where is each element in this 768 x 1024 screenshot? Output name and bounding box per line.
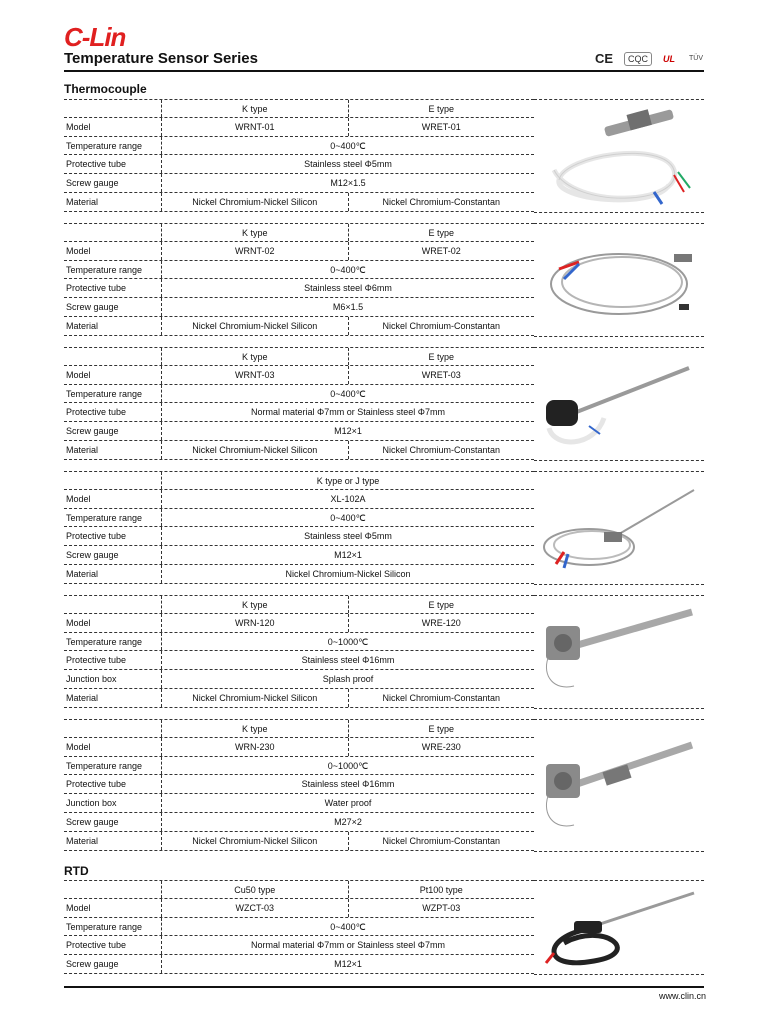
spec-row-temperature-range — [64, 261, 534, 280]
spec-row-screw-gauge — [64, 174, 534, 193]
spec-value: Nickel Chromium-Nickel Silicon — [162, 193, 349, 211]
product-block — [64, 471, 704, 585]
thermocouple-wrn-230-photo — [534, 719, 704, 852]
spec-table — [64, 471, 534, 584]
brand-logo: C-Lin — [64, 22, 126, 52]
spec-row-temperature-range — [64, 137, 534, 156]
spec-value: WRET-02 — [421, 245, 461, 256]
spec-row-junction-box — [64, 670, 534, 689]
spec-row-model — [64, 899, 534, 918]
section-title-thermocouple: Thermocouple — [64, 82, 147, 96]
spec-value: Nickel Chromium-Nickel Silicon — [162, 317, 349, 335]
spec-value: 0~400℃ — [330, 921, 366, 932]
spec-value: WRN-120 — [162, 614, 349, 632]
spec-label: Protective tube — [64, 279, 162, 297]
spec-label — [64, 596, 162, 613]
spec-label: Temperature range — [64, 757, 162, 775]
section-title-rtd: RTD — [64, 864, 89, 878]
spec-value: E type — [428, 724, 454, 734]
thermocouple-wrnt-01-photo — [534, 99, 704, 213]
spec-value: Nickel Chromium-Constantan — [382, 692, 501, 703]
spec-value: Nickel Chromium-Constantan — [382, 835, 501, 846]
spec-row-temperature-range — [64, 633, 534, 652]
spec-value: WRNT-01 — [162, 118, 349, 136]
rtd-wzct-03-photo — [534, 880, 704, 975]
spec-value: 0~400℃ — [330, 140, 366, 151]
spec-value: Stainless steel Φ16mm — [301, 779, 395, 790]
tuv-mark-icon: TÜV — [689, 55, 703, 62]
spec-row-material — [64, 689, 534, 708]
spec-label: Model — [64, 738, 162, 756]
spec-value: Nickel Chromium-Constantan — [382, 196, 501, 207]
spec-row-model — [64, 366, 534, 385]
spec-label — [64, 472, 162, 489]
spec-value: 0~400℃ — [330, 388, 366, 399]
spec-value: E type — [428, 352, 454, 362]
spec-label: Protective tube — [64, 651, 162, 669]
spec-value: Pt100 type — [419, 885, 463, 895]
spec-value: Stainless steel Φ16mm — [301, 655, 395, 666]
spec-value: Nickel Chromium-Constantan — [382, 444, 501, 455]
spec-label: Model — [64, 118, 162, 136]
spec-value: E type — [428, 228, 454, 238]
spec-label: Model — [64, 242, 162, 260]
spec-label: Temperature range — [64, 385, 162, 403]
spec-label: Material — [64, 317, 162, 335]
spec-header-row — [64, 99, 534, 118]
spec-value: Nickel Chromium-Nickel Silicon — [285, 568, 411, 579]
sensor-photo-icon — [534, 596, 704, 708]
spec-label: Model — [64, 614, 162, 632]
spec-label: Screw gauge — [64, 546, 162, 564]
spec-value: Normal material Φ7mm or Stainless steel Φ7mm — [251, 407, 445, 418]
spec-row-model — [64, 242, 534, 261]
spec-row-material — [64, 832, 534, 851]
spec-row-protective-tube — [64, 403, 534, 422]
spec-label: Material — [64, 193, 162, 211]
spec-row-temperature-range — [64, 509, 534, 528]
spec-header-row — [64, 347, 534, 366]
spec-value: Stainless steel Φ5mm — [304, 159, 392, 170]
spec-table — [64, 347, 534, 460]
spec-label: Model — [64, 490, 162, 508]
spec-label: Temperature range — [64, 633, 162, 651]
spec-value: 0~400℃ — [330, 264, 366, 275]
product-block — [64, 595, 704, 709]
sensor-photo-icon — [534, 881, 704, 974]
spec-label — [64, 881, 162, 898]
footer-divider — [64, 986, 704, 988]
spec-value: WRNT-03 — [162, 366, 349, 384]
spec-value: WRE-120 — [421, 617, 461, 628]
spec-value: M12×1 — [334, 959, 362, 970]
spec-value: K type — [162, 224, 349, 241]
spec-label: Protective tube — [64, 775, 162, 793]
spec-label: Protective tube — [64, 936, 162, 954]
spec-header-row — [64, 880, 534, 899]
spec-label — [64, 100, 162, 117]
sensor-photo-icon — [534, 224, 704, 336]
sensor-photo-icon — [534, 348, 704, 460]
spec-row-model — [64, 118, 534, 137]
ul-mark-icon: UL — [663, 54, 675, 64]
spec-label: Model — [64, 366, 162, 384]
spec-label: Temperature range — [64, 137, 162, 155]
thermocouple-wrn-120-photo — [534, 595, 704, 709]
spec-value: K type or J type — [316, 476, 380, 486]
spec-value: Nickel Chromium-Nickel Silicon — [162, 689, 349, 707]
spec-row-screw-gauge — [64, 813, 534, 832]
spec-label: Temperature range — [64, 918, 162, 936]
spec-value: E type — [428, 104, 454, 114]
sensor-photo-icon — [534, 472, 704, 584]
spec-label: Temperature range — [64, 509, 162, 527]
spec-value: K type — [162, 720, 349, 737]
spec-value: Stainless steel Φ5mm — [304, 531, 392, 542]
product-block — [64, 223, 704, 337]
spec-value: M12×1.5 — [330, 178, 366, 189]
spec-value: WZCT-03 — [162, 899, 349, 917]
thermocouple-wrnt-03-photo — [534, 347, 704, 461]
spec-value: WRN-230 — [162, 738, 349, 756]
spec-header-row — [64, 223, 534, 242]
website-url: www.clin.cn — [658, 991, 706, 1001]
spec-label — [64, 720, 162, 737]
spec-row-screw-gauge — [64, 955, 534, 974]
spec-label: Material — [64, 689, 162, 707]
product-block — [64, 880, 704, 975]
spec-value: 0~1000℃ — [327, 760, 369, 771]
spec-row-protective-tube — [64, 279, 534, 298]
spec-row-screw-gauge — [64, 546, 534, 565]
spec-value: M12×1 — [334, 550, 362, 561]
spec-header-row — [64, 719, 534, 738]
spec-label: Screw gauge — [64, 298, 162, 316]
spec-table — [64, 595, 534, 708]
spec-label: Material — [64, 441, 162, 459]
spec-row-material — [64, 317, 534, 336]
spec-row-screw-gauge — [64, 298, 534, 317]
spec-value: WRET-03 — [421, 369, 461, 380]
spec-label: Junction box — [64, 794, 162, 812]
spec-value: 0~1000℃ — [327, 636, 369, 647]
spec-value: M6×1.5 — [332, 302, 364, 313]
spec-value: Normal material Φ7mm or Stainless steel Φ7mm — [251, 940, 445, 951]
spec-value: Water proof — [324, 798, 372, 809]
spec-label: Protective tube — [64, 403, 162, 421]
spec-row-protective-tube — [64, 651, 534, 670]
spec-row-material — [64, 565, 534, 584]
spec-table — [64, 99, 534, 212]
spec-row-protective-tube — [64, 936, 534, 955]
spec-label: Screw gauge — [64, 422, 162, 440]
spec-row-model — [64, 614, 534, 633]
spec-row-screw-gauge — [64, 422, 534, 441]
spec-row-model — [64, 738, 534, 757]
product-block — [64, 347, 704, 461]
cqc-mark-icon: CQC — [624, 52, 652, 66]
spec-row-protective-tube — [64, 155, 534, 174]
spec-label: Junction box — [64, 670, 162, 688]
spec-value: E type — [428, 600, 454, 610]
spec-label: Screw gauge — [64, 174, 162, 192]
spec-row-temperature-range — [64, 757, 534, 776]
sensor-photo-icon — [534, 100, 704, 212]
spec-label: Material — [64, 832, 162, 850]
spec-value: M12×1 — [334, 426, 362, 437]
spec-row-temperature-range — [64, 918, 534, 937]
spec-value: WZPT-03 — [422, 902, 461, 913]
spec-value: Stainless steel Φ6mm — [304, 283, 392, 294]
spec-table — [64, 719, 534, 851]
spec-value: WRE-230 — [421, 741, 461, 752]
sensor-photo-icon — [534, 720, 704, 851]
spec-row-protective-tube — [64, 775, 534, 794]
spec-row-material — [64, 193, 534, 212]
ce-mark-icon: CE — [594, 51, 613, 66]
spec-label: Model — [64, 899, 162, 917]
spec-label: Screw gauge — [64, 955, 162, 973]
spec-value: Cu50 type — [162, 881, 349, 898]
spec-value: K type — [162, 348, 349, 365]
spec-header-row — [64, 595, 534, 614]
spec-table — [64, 880, 534, 974]
spec-value: 0~400℃ — [330, 512, 366, 523]
spec-row-temperature-range — [64, 385, 534, 404]
product-block — [64, 99, 704, 213]
spec-value: Nickel Chromium-Nickel Silicon — [162, 832, 349, 850]
thermocouple-wrnt-02-photo — [534, 223, 704, 337]
spec-row-model — [64, 490, 534, 509]
spec-label — [64, 224, 162, 241]
spec-header-row — [64, 471, 534, 490]
page-title: Temperature Sensor Series — [64, 50, 258, 67]
spec-row-junction-box — [64, 794, 534, 813]
spec-label: Protective tube — [64, 155, 162, 173]
spec-value: Splash proof — [322, 674, 374, 685]
product-block — [64, 719, 704, 852]
spec-label: Protective tube — [64, 527, 162, 545]
spec-row-protective-tube — [64, 527, 534, 546]
certification-marks — [592, 52, 706, 66]
header-divider — [64, 70, 704, 72]
spec-value: K type — [162, 596, 349, 613]
spec-row-material — [64, 441, 534, 460]
spec-value: Nickel Chromium-Constantan — [382, 320, 501, 331]
spec-label: Temperature range — [64, 261, 162, 279]
spec-label: Material — [64, 565, 162, 583]
spec-table — [64, 223, 534, 336]
spec-value: XL-102A — [330, 493, 366, 504]
spec-label — [64, 348, 162, 365]
spec-value: K type — [162, 100, 349, 117]
spec-value: WRNT-02 — [162, 242, 349, 260]
spec-value: WRET-01 — [421, 121, 461, 132]
spec-value: M27×2 — [334, 816, 362, 827]
spec-value: Nickel Chromium-Nickel Silicon — [162, 441, 349, 459]
thermocouple-xl-102a-photo — [534, 471, 704, 585]
spec-label: Screw gauge — [64, 813, 162, 831]
